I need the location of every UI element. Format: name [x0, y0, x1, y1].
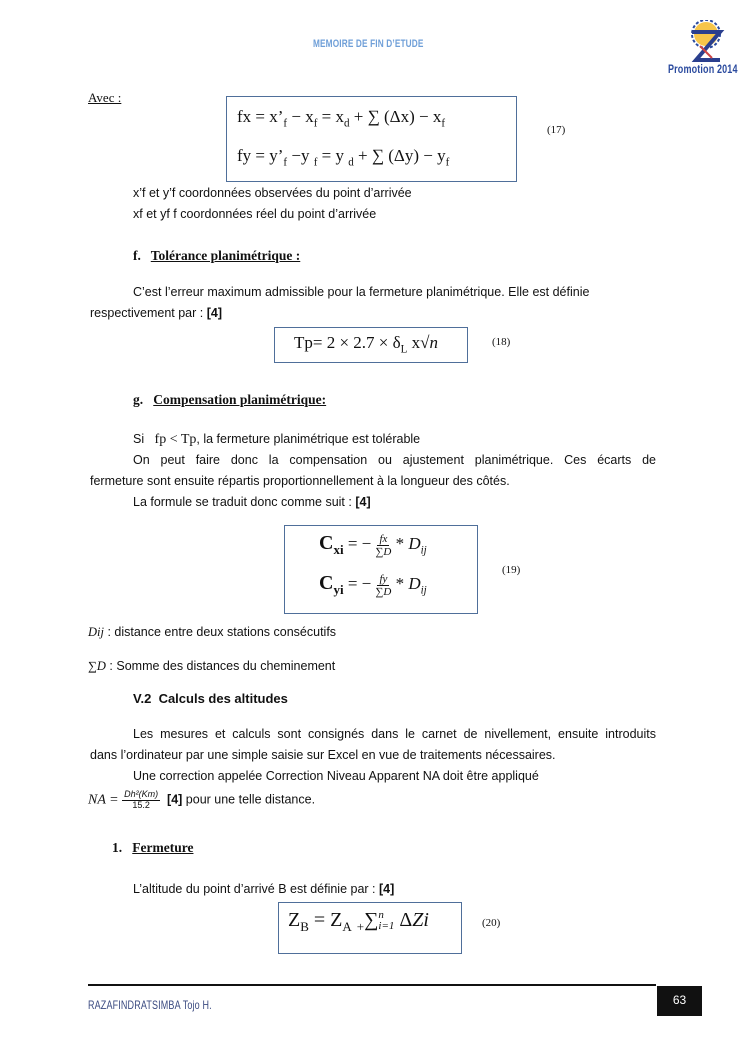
- na-formula: NA = $\frac{\text{Dh²(Km)}}{15.2}$ [4] pour une telle distance.: [88, 789, 316, 810]
- equation-19-number: (19): [502, 564, 521, 576]
- section-v2-heading: V.2 Calculs des altitudes: [133, 691, 288, 706]
- section-g-heading: g. Compensation planimétrique:: [133, 392, 327, 407]
- para-v2-line1: Les mesures et calculs sont consignés dans le carnet de nivellement, ensuite introduits: [133, 727, 656, 741]
- para-g-line4: La formule se traduit donc comme suit : [4]: [133, 495, 371, 509]
- para-f-line1: C’est l’erreur maximum admissible pour la fermeture planimétrique. Elle est définie: [133, 285, 590, 299]
- para-g-line2: On peut faire donc la compensation ou ajustement planimétrique. Ces écarts de: [133, 453, 656, 467]
- footer-author: RAZAFINDRATSIMBA Tojo H.: [88, 998, 212, 1012]
- equation-17-box: [226, 96, 517, 182]
- para-1: L’altitude du point d’arrivé B est définie par : [4]: [133, 882, 395, 896]
- equation-20: $Z_B = Z_A$ $_+$∑ n i=1 ΔZi: [288, 909, 429, 934]
- equation-18-box: [274, 327, 468, 363]
- page-number: 63: [657, 986, 702, 1016]
- section-f-heading: f. Tolérance planimétrique :: [133, 248, 301, 263]
- para-v2-line2: dans l’ordinateur par une simple saisie sur Excel en vue de traitements nécessaires.: [90, 748, 556, 762]
- equation-20-box: [278, 902, 462, 954]
- equation-17-line1: fx = $x’_f - x_f = x_d$ + ∑ $(\Delta x) - x_f$: [237, 107, 446, 130]
- avec-label: Avec :: [88, 90, 122, 105]
- para-f-line2: respectivement par : [4]: [90, 306, 222, 320]
- definition-sumd: ∑D : Somme des distances du cheminement: [88, 659, 336, 673]
- promotion-logo: [682, 20, 730, 62]
- equation-17-number: (17): [547, 124, 566, 136]
- para-g-line3: fermeture sont ensuite répartis proportionnellement à la longueur des côtés.: [90, 474, 510, 488]
- equation-19-line1: $C_{xi}$ = − $\frac{fx}{\sum D}$ * $D_{ij}$: [319, 532, 427, 558]
- promotion-label: Promotion 2014: [668, 62, 738, 76]
- note-observed: x’f et y’f coordonnées observées du point d’arrivée: [133, 186, 412, 200]
- para-g-line1: Si fp < Tp, la fermeture planimétrique est tolérable: [133, 432, 421, 447]
- equation-18-number: (18): [492, 336, 511, 348]
- note-real: xf et yf f coordonnées réel du point d’arrivée: [133, 207, 377, 221]
- para-v2-line3: Une correction appelée Correction Niveau Apparent NA doit être appliqué: [133, 769, 539, 783]
- equation-20-number: (20): [482, 917, 501, 929]
- equation-18: $Tp= 2 \times 2.7 \times \delta_L$ x√n: [294, 333, 439, 356]
- footer-rule: [88, 984, 656, 986]
- section-1-heading: 1. Fermeture: [112, 840, 194, 855]
- equation-19-box: [284, 525, 478, 614]
- header-title: MEMOIRE DE FIN D’ETUDE: [313, 38, 424, 50]
- definition-dij: Dij : distance entre deux stations consécutifs: [88, 625, 337, 639]
- equation-17-line2: fy = $y’_f -y$ $_f$ = y $_d$ + ∑ $(\Delta y) - y_f$: [237, 146, 450, 169]
- equation-19-line2: $C_{yi}$ = − $\frac{fy}{\sum D}$ * $D_{ij}$: [319, 572, 427, 598]
